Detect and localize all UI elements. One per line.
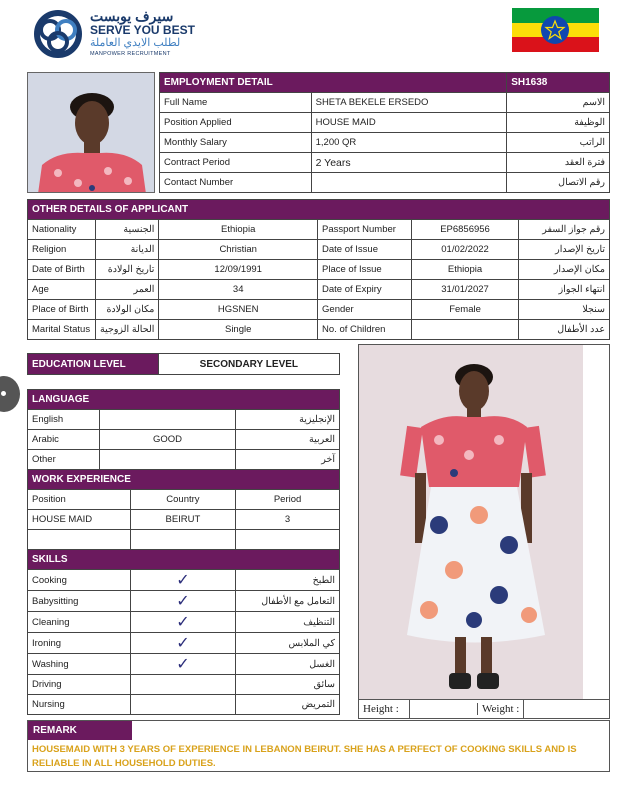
applicant-full-photo-frame xyxy=(358,344,610,719)
education-level-value: SECONDARY LEVEL xyxy=(158,354,339,375)
table-row xyxy=(28,612,340,633)
remark-text: HOUSEMAID WITH 3 YEARS OF EXPERIENCE IN LEBANON BEIRUT. SHE HAS A PERFECT OF COOKING SKILLS AND IS RELIABLE IN ALL HOUSEHOLD DUTIES. xyxy=(32,744,577,769)
table-row xyxy=(28,530,340,550)
row-value: Ethiopia xyxy=(159,220,318,240)
checkmark-icon xyxy=(130,695,235,715)
row-value: 1,200 QR xyxy=(311,133,507,153)
row-arabic-label: انتهاء الجواز xyxy=(519,280,610,300)
row-label: Marital Status xyxy=(28,320,96,340)
table-row xyxy=(28,240,610,260)
row-label: Nursing xyxy=(28,695,131,715)
row-label: Date of Issue xyxy=(318,240,412,260)
table-row xyxy=(160,113,610,133)
row-value: Female xyxy=(411,300,518,320)
row-value: 01/02/2022 xyxy=(411,240,518,260)
row-label: Cooking xyxy=(28,570,131,591)
table-row xyxy=(28,280,610,300)
row-value xyxy=(99,410,235,430)
table-row xyxy=(28,591,340,612)
row-value xyxy=(311,173,507,193)
table-row xyxy=(28,430,340,450)
scroll-handle[interactable] xyxy=(0,376,20,412)
row-arabic-label: التنظيف xyxy=(236,612,340,633)
logo-name-text: SERVE YOU BEST xyxy=(90,23,195,37)
row-label: Date of Expiry xyxy=(318,280,412,300)
checkmark-icon: ✓ xyxy=(130,570,235,591)
row-arabic-label: الطبخ xyxy=(236,570,340,591)
row-value: Ethiopia xyxy=(411,260,518,280)
row-label: No. of Children xyxy=(318,320,412,340)
row-label: Full Name xyxy=(160,93,312,113)
row-label: Religion xyxy=(28,240,96,260)
row-value: HOUSE MAID xyxy=(28,510,131,530)
row-value xyxy=(411,320,518,340)
checkmark-icon: ✓ xyxy=(130,633,235,654)
applicant-full-photo xyxy=(359,345,583,699)
table-row xyxy=(160,153,610,173)
logo-knot-icon xyxy=(30,10,86,58)
row-value: GOOD xyxy=(99,430,235,450)
reference-code: SH1638 xyxy=(507,73,610,93)
column-header: Position xyxy=(28,490,131,510)
ethiopia-flag-icon xyxy=(512,8,599,52)
row-value xyxy=(99,450,235,470)
table-row xyxy=(28,300,610,320)
row-arabic-label: الجنسية xyxy=(95,220,158,240)
checkmark-icon: ✓ xyxy=(130,654,235,675)
remark-title: REMARK xyxy=(28,721,132,740)
remark-section xyxy=(27,720,610,772)
row-value: 2 Years xyxy=(311,153,507,173)
row-label: Contact Number xyxy=(160,173,312,193)
height-weight-row xyxy=(359,699,609,719)
row-arabic-label: الاسم xyxy=(507,93,610,113)
row-label: Cleaning xyxy=(28,612,131,633)
row-arabic-label: كي الملابس xyxy=(236,633,340,654)
row-label: Gender xyxy=(318,300,412,320)
row-label: Arabic xyxy=(28,430,100,450)
table-row xyxy=(160,93,610,113)
row-value: Christian xyxy=(159,240,318,260)
row-label: Driving xyxy=(28,675,131,695)
row-value: HGSNEN xyxy=(159,300,318,320)
table-row xyxy=(28,510,340,530)
logo-arabic-text: سيرف يوبست xyxy=(90,8,174,24)
row-arabic-label: رقم جواز السفر xyxy=(519,220,610,240)
row-arabic-label: مكان الولادة xyxy=(95,300,158,320)
row-value: Single xyxy=(159,320,318,340)
row-arabic-label: عدد الأطفال xyxy=(519,320,610,340)
row-label: Position Applied xyxy=(160,113,312,133)
row-value: SHETA BEKELE ERSEDO xyxy=(311,93,507,113)
dot-icon xyxy=(1,391,6,396)
row-arabic-label: سائق xyxy=(236,675,340,695)
employment-detail-title: EMPLOYMENT DETAIL xyxy=(160,73,507,93)
row-label: Place of Issue xyxy=(318,260,412,280)
row-arabic-label: العربية xyxy=(236,430,340,450)
skills-title: SKILLS xyxy=(28,550,340,570)
row-arabic-label: فترة العقد xyxy=(507,153,610,173)
table-row xyxy=(28,410,340,430)
table-row xyxy=(28,220,610,240)
row-label: Other xyxy=(28,450,100,470)
row-arabic-label: آخر xyxy=(236,450,340,470)
row-value: 3 xyxy=(236,510,340,530)
qualifications-table xyxy=(27,389,340,715)
row-value: 34 xyxy=(159,280,318,300)
company-logo xyxy=(30,8,200,60)
row-arabic-label: العمر xyxy=(95,280,158,300)
education-level-table xyxy=(27,353,340,375)
row-arabic-label: سنجلا xyxy=(519,300,610,320)
row-label: Monthly Salary xyxy=(160,133,312,153)
row-arabic-label: التعامل مع الأطفال xyxy=(236,591,340,612)
other-details-title: OTHER DETAILS OF APPLICANT xyxy=(28,200,610,220)
row-value: EP6856956 xyxy=(411,220,518,240)
row-value: 31/01/2027 xyxy=(411,280,518,300)
other-details-table xyxy=(27,199,610,340)
row-label: Ironing xyxy=(28,633,131,654)
row-arabic-label: الراتب xyxy=(507,133,610,153)
row-arabic-label: الغسل xyxy=(236,654,340,675)
row-value: HOUSE MAID xyxy=(311,113,507,133)
height-value xyxy=(409,700,469,719)
table-row xyxy=(160,133,610,153)
row-label: Washing xyxy=(28,654,131,675)
row-value: BEIRUT xyxy=(130,510,235,530)
weight-label: Weight : xyxy=(477,703,519,715)
weight-value xyxy=(523,700,609,719)
row-arabic-label: الديانة xyxy=(95,240,158,260)
row-arabic-label: الوظيفة xyxy=(507,113,610,133)
table-row xyxy=(28,450,340,470)
row-arabic-label: التمريض xyxy=(236,695,340,715)
table-row xyxy=(28,260,610,280)
row-arabic-label: مكان الإصدار xyxy=(519,260,610,280)
education-level-label: EDUCATION LEVEL xyxy=(28,354,159,375)
table-row xyxy=(160,173,610,193)
table-row xyxy=(28,654,340,675)
row-value xyxy=(236,530,340,550)
table-row xyxy=(28,320,610,340)
column-header: Period xyxy=(236,490,340,510)
table-row xyxy=(28,695,340,715)
row-value xyxy=(130,530,235,550)
row-arabic-label: الإنجليزية xyxy=(236,410,340,430)
table-header-row xyxy=(28,490,340,510)
row-label: Passport Number xyxy=(318,220,412,240)
row-label: Date of Birth xyxy=(28,260,96,280)
height-label: Height : xyxy=(363,703,399,715)
checkmark-icon: ✓ xyxy=(130,591,235,612)
checkmark-icon: ✓ xyxy=(130,612,235,633)
logo-tagline-text: MANPOWER RECRUITMENT xyxy=(90,51,171,57)
checkmark-icon xyxy=(130,675,235,695)
applicant-headshot xyxy=(27,72,155,193)
table-row xyxy=(28,675,340,695)
row-label: English xyxy=(28,410,100,430)
row-value: 12/09/1991 xyxy=(159,260,318,280)
row-arabic-label: تاريخ الإصدار xyxy=(519,240,610,260)
row-label: Contract Period xyxy=(160,153,312,173)
row-arabic-label: رقم الاتصال xyxy=(507,173,610,193)
language-title: LANGUAGE xyxy=(28,390,340,410)
row-label: Babysitting xyxy=(28,591,131,612)
table-row xyxy=(28,570,340,591)
work-experience-title: WORK EXPERIENCE xyxy=(28,470,340,490)
row-arabic-label: تاريخ الولادة xyxy=(95,260,158,280)
row-value xyxy=(28,530,131,550)
row-arabic-label: الحالة الزوجية xyxy=(95,320,158,340)
column-header: Country xyxy=(130,490,235,510)
logo-arabic-sub-text: لطلب الايدي العاملة xyxy=(90,37,181,49)
employment-detail-table xyxy=(159,72,610,193)
row-label: Nationality xyxy=(28,220,96,240)
table-row xyxy=(28,633,340,654)
row-label: Age xyxy=(28,280,96,300)
row-label: Place of Birth xyxy=(28,300,96,320)
